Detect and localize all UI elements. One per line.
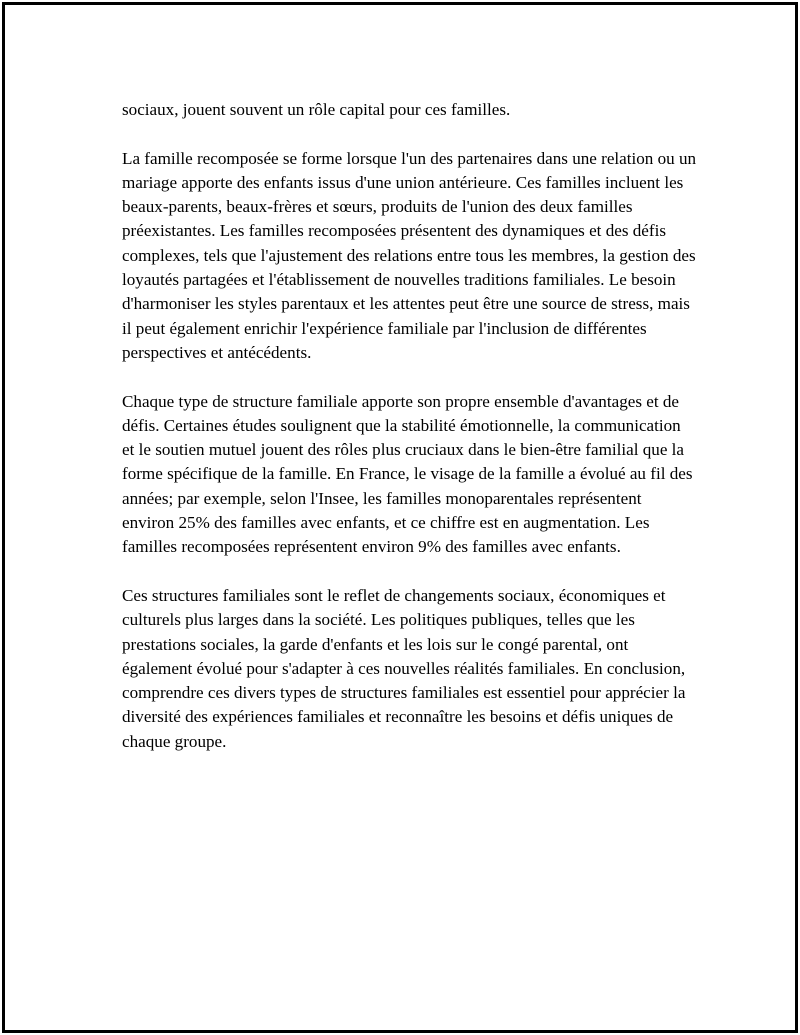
document-body (122, 98, 697, 778)
paragraph-structure-familiale: Chaque type de structure familiale apporte son propre ensemble d'avantages et de défis. Certaines études soulignent que la stabilité émotionnelle, la communication et le soutien mutuel jouent des rôles plus cruciaux dans le bien-être familial que la forme spécifique de la famille. En France, le visage de la famille a évolué au fil des années; par exemple, selon l'Insee, les familles monoparentales représentent environ 25% des familles avec enfants, et ce chiffre est en augmentation. Les familles recomposées représentent environ 9% des familles avec enfants. (122, 391, 693, 557)
paragraph-conclusion: Ces structures familiales sont le reflet de changements sociaux, économiques et culturels plus larges dans la société. Les politiques publiques, telles que les prestations sociales, la garde d'enfants et les lois sur le congé parental, ont également évolué pour s'adapter à ces nouvelles réalités familiales. En conclusion, comprendre ces divers types de structures familiales est essentiel pour apprécier la diversité des expériences familiales et reconnaître les besoins et défis uniques de chaque groupe. (122, 585, 686, 751)
paragraph-continuation: sociaux, jouent souvent un rôle capital pour ces familles. (122, 100, 511, 119)
page-frame (2, 2, 798, 1033)
paragraph-famille-recomposee: La famille recomposée se forme lorsque l'un des partenaires dans une relation ou un mariage apporte des enfants issus d'une union antérieure. Ces familles incluent les beaux-parents, beaux-frères et sœurs, produits de l'union des deux familles préexistantes. Les familles recomposées présentent des dynamiques et des défis complexes, tels que l'ajustement des relations entre tous les membres, la gestion des loyautés partagées et l'établissement de nouvelles traditions familiales. Le besoin d'harmoniser les styles parentaux et les attentes peut être une source de stress, mais il peut également enrichir l'expérience familiale par l'inclusion de différentes perspectives et antécédents. (122, 148, 697, 362)
